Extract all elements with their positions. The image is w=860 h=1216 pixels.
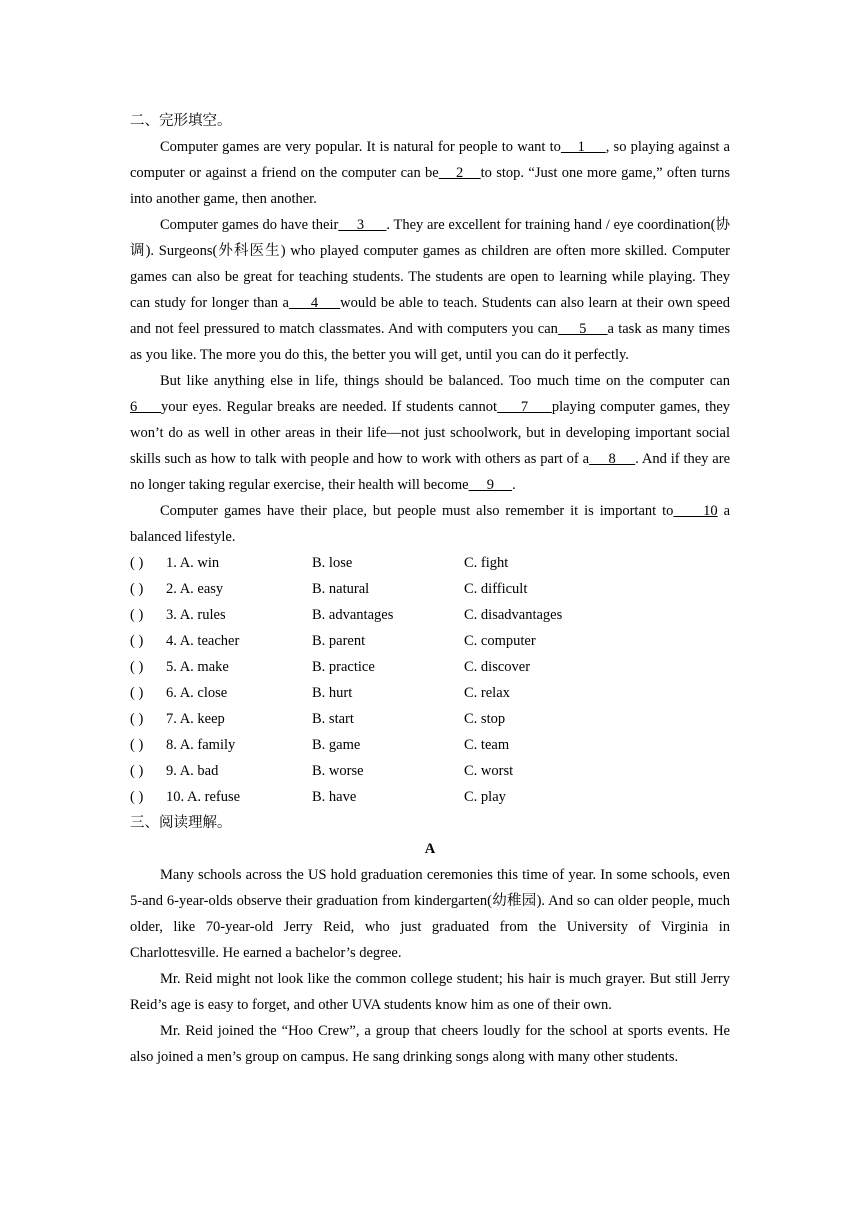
option-c: C. disadvantages (464, 607, 563, 623)
option-a: 2. A. easy (166, 581, 224, 597)
option-b: B. worse (312, 763, 364, 779)
option-a: 8. A. family (166, 737, 236, 753)
cloze-paragraph (130, 134, 730, 212)
option-c: C. discover (464, 659, 531, 675)
option-b: B. advantages (312, 607, 394, 623)
option-row (130, 680, 730, 706)
paragraph-text: . They are excellent for training hand / eye coordination(协调). Surgeons(外科医生) who played computer games as children are often more skilled. Computer games can also be great for teaching students. The students are open to learning while playing. They can study for longer than a (130, 217, 731, 311)
cloze-blank[interactable]: 9 (468, 477, 513, 493)
cloze-paragraph (130, 368, 730, 498)
paragraph-text: Computer games do have their (160, 217, 339, 233)
option-a: 5. A. make (166, 659, 229, 675)
paragraph-text: to stop. “Just one more game,” often turns into another game, then another. (130, 165, 731, 207)
option-row (130, 550, 730, 576)
document-content (130, 108, 730, 1070)
paragraph-text: a balanced lifestyle. (130, 503, 731, 545)
answer-bracket[interactable]: ( ) (130, 789, 144, 805)
option-c: C. worst (464, 763, 514, 779)
option-a: 10. A. refuse (166, 789, 241, 805)
paragraph-text: playing computer games, they won’t do as well in other areas in their life—not just schoolwork, but in developing important social skills such as how to talk with people and how to work with others as part of a (130, 399, 731, 467)
paragraph-text: a task as many times as you like. The more you do this, the better you will get, until you can do it perfectly. (130, 321, 730, 363)
option-c: C. relax (464, 685, 510, 701)
cloze-paragraph (130, 498, 730, 550)
paragraph-text: your eyes. Regular breaks are needed. If students cannot (161, 399, 498, 415)
paragraph-text: Computer games are very popular. It is natural for people to want to (160, 139, 561, 155)
cloze-blank[interactable]: 8 (589, 451, 636, 467)
option-row (130, 654, 730, 680)
option-c: C. difficult (464, 581, 528, 597)
option-b: B. natural (312, 581, 370, 597)
option-row (130, 732, 730, 758)
option-c: C. computer (464, 633, 536, 649)
reading-paragraph: Mr. Reid might not look like the common college student; his hair is much grayer. But still Jerry Reid’s age is easy to forget, and other UVA students know him as one of their own. (130, 971, 730, 1013)
answer-bracket[interactable]: ( ) (130, 659, 144, 675)
cloze-blank[interactable]: 2 (438, 165, 481, 181)
option-b: B. practice (312, 659, 375, 675)
option-row (130, 784, 730, 810)
section-heading-cloze: 二、完形填空。 (130, 113, 232, 129)
cloze-blank[interactable]: 5 (557, 321, 608, 337)
option-c: C. fight (464, 555, 509, 571)
paragraph-text: Computer games have their place, but people must also remember it is important to (160, 503, 674, 519)
cloze-blank[interactable]: 4 (288, 295, 341, 311)
option-b: B. hurt (312, 685, 353, 701)
passage-title: A (424, 841, 436, 857)
cloze-passage (130, 134, 730, 550)
paragraph-text: , so playing against a computer or against a friend on the computer can be (130, 139, 730, 181)
paragraph-text: . And if they are no longer taking regular exercise, their health will become (130, 451, 731, 493)
cloze-options-list (130, 550, 730, 810)
answer-bracket[interactable]: ( ) (130, 763, 144, 779)
option-row (130, 576, 730, 602)
paragraph-text: would be able to teach. Students can also learn at their own speed and not feel pressured to match classmates. And with computers you can (130, 295, 730, 337)
reading-passage (130, 862, 730, 1070)
reading-paragraph: Mr. Reid joined the “Hoo Crew”, a group that cheers loudly for the school at sports events. He also joined a men’s group on campus. He sang drinking songs along with many other students. (130, 1023, 730, 1065)
option-row (130, 628, 730, 654)
answer-bracket[interactable]: ( ) (130, 685, 144, 701)
option-a: 1. A. win (166, 555, 220, 571)
cloze-blank[interactable]: 3 (338, 217, 387, 233)
cloze-blank[interactable]: 1 (560, 139, 606, 155)
option-c: C. team (464, 737, 510, 753)
section-heading-reading: 三、阅读理解。 (130, 815, 232, 831)
option-row (130, 758, 730, 784)
option-a: 3. A. rules (166, 607, 226, 623)
answer-bracket[interactable]: ( ) (130, 737, 144, 753)
option-b: B. have (312, 789, 357, 805)
option-row (130, 706, 730, 732)
option-a: 6. A. close (166, 685, 228, 701)
option-b: B. game (312, 737, 361, 753)
answer-bracket[interactable]: ( ) (130, 581, 144, 597)
answer-bracket[interactable]: ( ) (130, 633, 144, 649)
answer-bracket[interactable]: ( ) (130, 607, 144, 623)
option-a: 4. A. teacher (166, 633, 240, 649)
answer-bracket[interactable]: ( ) (130, 555, 144, 571)
option-b: B. start (312, 711, 354, 727)
answer-bracket[interactable]: ( ) (130, 711, 144, 727)
cloze-blank[interactable]: 6 (130, 399, 162, 415)
option-row (130, 602, 730, 628)
paragraph-text: . (512, 477, 516, 493)
cloze-paragraph (130, 212, 730, 368)
paragraph-text: But like anything else in life, things should be balanced. Too much time on the computer can (160, 373, 730, 389)
reading-paragraph: Many schools across the US hold graduation ceremonies this time of year. In some schools, even 5-and 6-year-olds observe their graduation from kindergarten(幼稚园). And so can older people, much older, like 70-year-old Jerry Reid, who just graduated from the University of Virginia in Charlottesville. He earned a bachelor’s degree. (130, 867, 730, 961)
option-c: C. stop (464, 711, 506, 727)
option-a: 7. A. keep (166, 711, 225, 727)
cloze-blank[interactable]: 7 (497, 399, 552, 415)
option-c: C. play (464, 789, 506, 805)
cloze-blank[interactable]: 10 (673, 503, 718, 519)
option-b: B. parent (312, 633, 366, 649)
option-a: 9. A. bad (166, 763, 219, 779)
option-b: B. lose (312, 555, 353, 571)
